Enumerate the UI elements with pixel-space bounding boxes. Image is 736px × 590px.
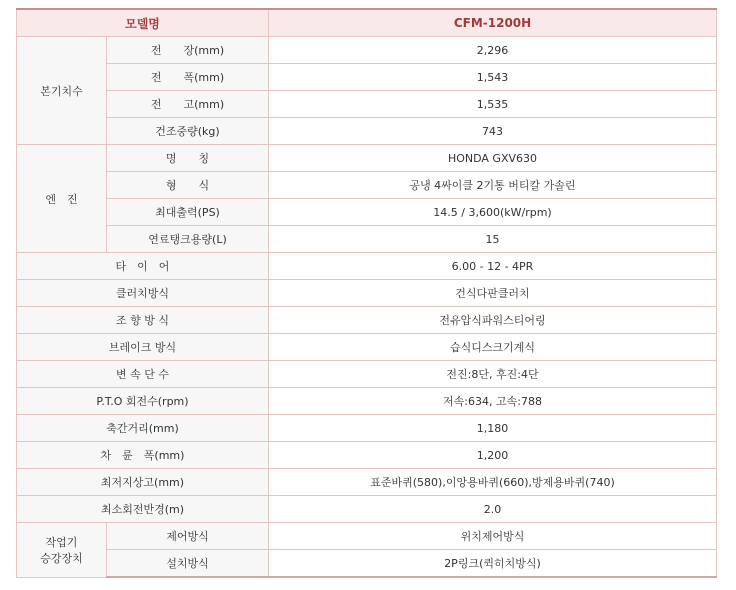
row-label: 최저지상고(mm) — [17, 469, 269, 496]
row-label: 타 이 어 — [17, 253, 269, 280]
row-value: 위치제어방식 — [269, 523, 717, 550]
row-label: 변 속 단 수 — [17, 361, 269, 388]
row-value: 공냉 4싸이클 2기통 버티칼 가솔린 — [269, 172, 717, 199]
table-row — [17, 415, 717, 442]
row-label: 최소회전반경(m) — [17, 496, 269, 523]
row-value: 2P링크(퀵히치방식) — [269, 550, 717, 578]
row-value: 14.5 / 3,600(kW/rpm) — [269, 199, 717, 226]
row-label: 설치방식 — [107, 550, 269, 578]
row-value: 1,535 — [269, 91, 717, 118]
group-title-line2: 승강장치 — [40, 551, 83, 565]
group-body-dimensions: 본기치수 — [17, 37, 107, 145]
spec-table — [16, 8, 717, 578]
table-row — [17, 523, 717, 550]
group-engine: 엔 진 — [17, 145, 107, 253]
table-row — [17, 253, 717, 280]
row-value: 표준바퀴(580),이앙용바퀴(660),방제용바퀴(740) — [269, 469, 717, 496]
row-label: 클러치방식 — [17, 280, 269, 307]
table-row — [17, 37, 717, 64]
table-row — [17, 388, 717, 415]
table-row — [17, 199, 717, 226]
row-value: 1,543 — [269, 64, 717, 91]
table-row — [17, 550, 717, 578]
row-value: 전진:8단, 후진:4단 — [269, 361, 717, 388]
group-title-line1: 작업기 — [45, 535, 78, 549]
table-row — [17, 334, 717, 361]
row-label: 축간거리(mm) — [17, 415, 269, 442]
row-label: 전 고(mm) — [107, 91, 269, 118]
row-label: 형 식 — [107, 172, 269, 199]
table-row — [17, 145, 717, 172]
row-label: 조 향 방 식 — [17, 307, 269, 334]
row-label: 최대출력(PS) — [107, 199, 269, 226]
table-row — [17, 442, 717, 469]
row-value: 습식디스크기계식 — [269, 334, 717, 361]
table-row — [17, 172, 717, 199]
row-value: 저속:634, 고속:788 — [269, 388, 717, 415]
row-value: 1,200 — [269, 442, 717, 469]
table-row — [17, 361, 717, 388]
model-value: CFM-1200H — [269, 9, 717, 37]
row-value: 6.00 - 12 - 4PR — [269, 253, 717, 280]
row-value: 743 — [269, 118, 717, 145]
table-row — [17, 280, 717, 307]
table-row — [17, 64, 717, 91]
row-label: 전 폭(mm) — [107, 64, 269, 91]
row-label: 연료탱크용량(L) — [107, 226, 269, 253]
row-value: 건식다판클러치 — [269, 280, 717, 307]
row-label: 브레이크 방식 — [17, 334, 269, 361]
row-value: HONDA GXV630 — [269, 145, 717, 172]
row-label: 제어방식 — [107, 523, 269, 550]
header-row — [17, 9, 717, 37]
table-row — [17, 118, 717, 145]
model-label: 모델명 — [17, 9, 269, 37]
row-label: 전 장(mm) — [107, 37, 269, 64]
table-row — [17, 496, 717, 523]
row-value: 15 — [269, 226, 717, 253]
table-row — [17, 307, 717, 334]
table-row — [17, 226, 717, 253]
row-value: 1,180 — [269, 415, 717, 442]
row-label: 차 륜 폭(mm) — [17, 442, 269, 469]
table-row — [17, 469, 717, 496]
row-value: 전유압식파워스티어링 — [269, 307, 717, 334]
group-implement-lift — [17, 523, 107, 578]
row-label: 명 칭 — [107, 145, 269, 172]
row-value: 2,296 — [269, 37, 717, 64]
row-label: 건조중량(kg) — [107, 118, 269, 145]
table-row — [17, 91, 717, 118]
row-value: 2.0 — [269, 496, 717, 523]
row-label: P.T.O 회전수(rpm) — [17, 388, 269, 415]
